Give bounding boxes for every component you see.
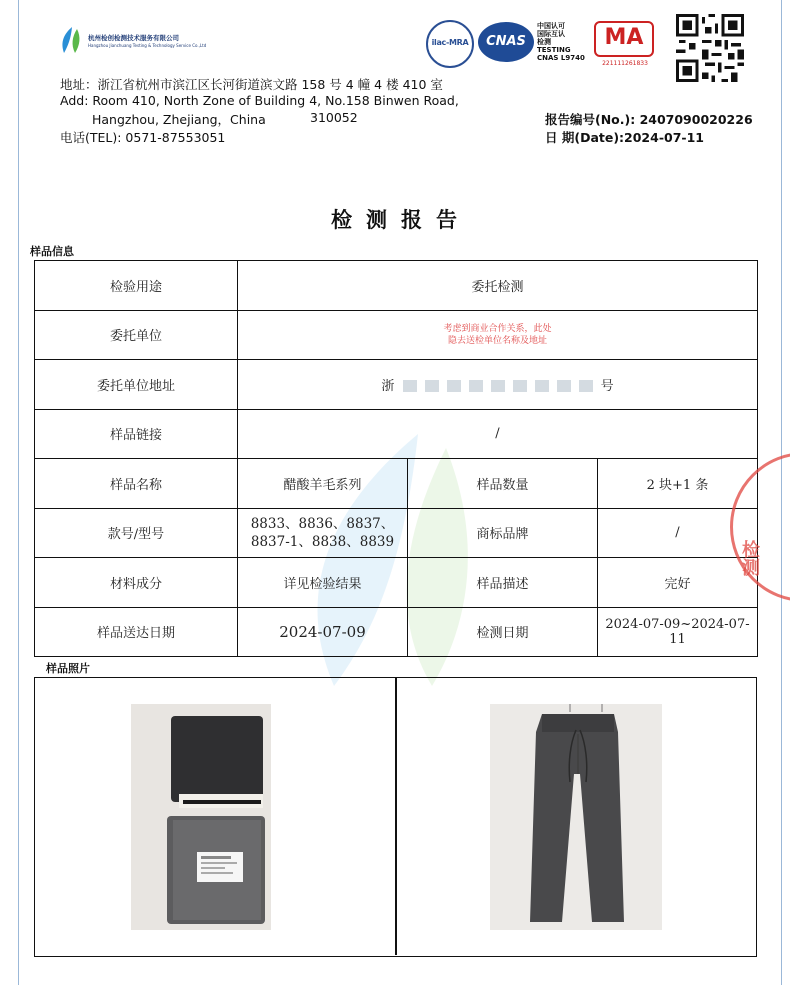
cnas-text: [537, 22, 595, 62]
sample-name-label: 样品名称: [35, 459, 238, 509]
client-address-label: 委托单位地址: [35, 360, 238, 410]
sample-info-label: 样品信息: [30, 245, 74, 258]
qr-code-icon: [676, 14, 744, 82]
client-address-start: 浙: [381, 378, 395, 394]
model-value-line1: 8833、8836、8837、: [250, 515, 395, 532]
redaction-blur: [403, 380, 417, 392]
cnas-line: 检测: [537, 38, 551, 46]
photo-divider: [395, 678, 397, 955]
table-row: [35, 459, 758, 509]
sample-qty-value: 2 块+1 条: [598, 459, 758, 509]
sample-info-table: [34, 260, 758, 657]
redaction-blur: [535, 380, 549, 392]
table-row: [35, 558, 758, 608]
brand-label: 商标品牌: [408, 508, 598, 558]
company-name-cn: 杭州检创检测技术服务有限公司: [88, 34, 179, 42]
client-label: 委托单位: [35, 310, 238, 360]
cma-number: 221111261833: [602, 60, 648, 67]
cnas-line: 中国认可: [537, 22, 565, 30]
sample-name-value: 醋酸羊毛系列: [238, 459, 408, 509]
address-en-line1: Add: Room 410, North Zone of Building 4, No.158 Binwen Road,: [60, 93, 459, 108]
sample-photo-blankets: [131, 704, 271, 930]
page-title: 检测报告: [331, 207, 471, 232]
cnas-logo: CNAS: [478, 22, 534, 62]
stamp-text: 检测: [739, 540, 760, 576]
client-note-line2: 隐去送检单位名称及地址: [447, 335, 547, 346]
table-row: [35, 360, 758, 410]
redaction-blur: [425, 380, 439, 392]
redaction-blur: [579, 380, 593, 392]
report-date: 日 期(Date):2024-07-11: [545, 130, 704, 145]
cma-logo: MA: [594, 21, 654, 57]
sample-qty-label: 样品数量: [408, 459, 598, 509]
report-number: 报告编号(No.): 2407090020226: [545, 112, 753, 127]
table-row: [35, 607, 758, 657]
purpose-value: 委托检测: [238, 261, 758, 311]
description-label: 样品描述: [408, 558, 598, 608]
table-row: [35, 508, 758, 558]
ilac-mra-logo: [426, 20, 474, 68]
ilac-label: ilac-MRA: [431, 38, 469, 47]
table-row: [35, 310, 758, 360]
table-row: [35, 261, 758, 311]
postcode: 310052: [310, 110, 358, 125]
sample-photo-label: 样品照片: [46, 662, 90, 675]
company-name-en: Hangzhou Jianchuang Testing & Technology Service Co.,Ltd: [88, 43, 207, 48]
client-address-value: [238, 360, 758, 410]
link-value: /: [238, 409, 758, 459]
company-logo-icon: [58, 26, 82, 54]
table-row: [35, 409, 758, 459]
test-date-value: 2024-07-09~2024-07-11: [598, 607, 758, 657]
sample-photo-pants: [490, 704, 662, 930]
material-value: 详见检验结果: [238, 558, 408, 608]
address-cn: 地址：浙江省杭州市滨江区长河街道滨文路 158 号 4 幢 4 楼 410 室: [60, 77, 443, 92]
delivery-date-value: 2024-07-09: [238, 607, 408, 657]
sample-photo-box: [34, 677, 757, 957]
telephone: 电话(TEL): 0571-87553051: [60, 130, 226, 145]
cnas-line: CNAS L9740: [537, 54, 585, 62]
redaction-blur: [557, 380, 571, 392]
model-value-line2: 8837-1、8838、8839: [250, 533, 395, 550]
address-en-line2: Hangzhou, Zhejiang，China: [92, 112, 266, 127]
redaction-blur: [469, 380, 483, 392]
client-value: [238, 310, 758, 360]
client-address-end: 号: [600, 378, 614, 394]
model-label: 款号/型号: [35, 508, 238, 558]
redaction-blur: [513, 380, 527, 392]
cnas-line: TESTING: [537, 46, 571, 54]
redaction-blur: [491, 380, 505, 392]
description-value: 完好: [598, 558, 758, 608]
redaction-blur: [447, 380, 461, 392]
client-note-line1: 考虑到商业合作关系，此处: [443, 323, 552, 334]
model-value: [238, 508, 408, 558]
purpose-label: 检验用途: [35, 261, 238, 311]
delivery-date-label: 样品送达日期: [35, 607, 238, 657]
link-label: 样品链接: [35, 409, 238, 459]
cnas-line: 国际互认: [537, 30, 565, 38]
material-label: 材料成分: [35, 558, 238, 608]
brand-value: /: [598, 508, 758, 558]
test-date-label: 检测日期: [408, 607, 598, 657]
